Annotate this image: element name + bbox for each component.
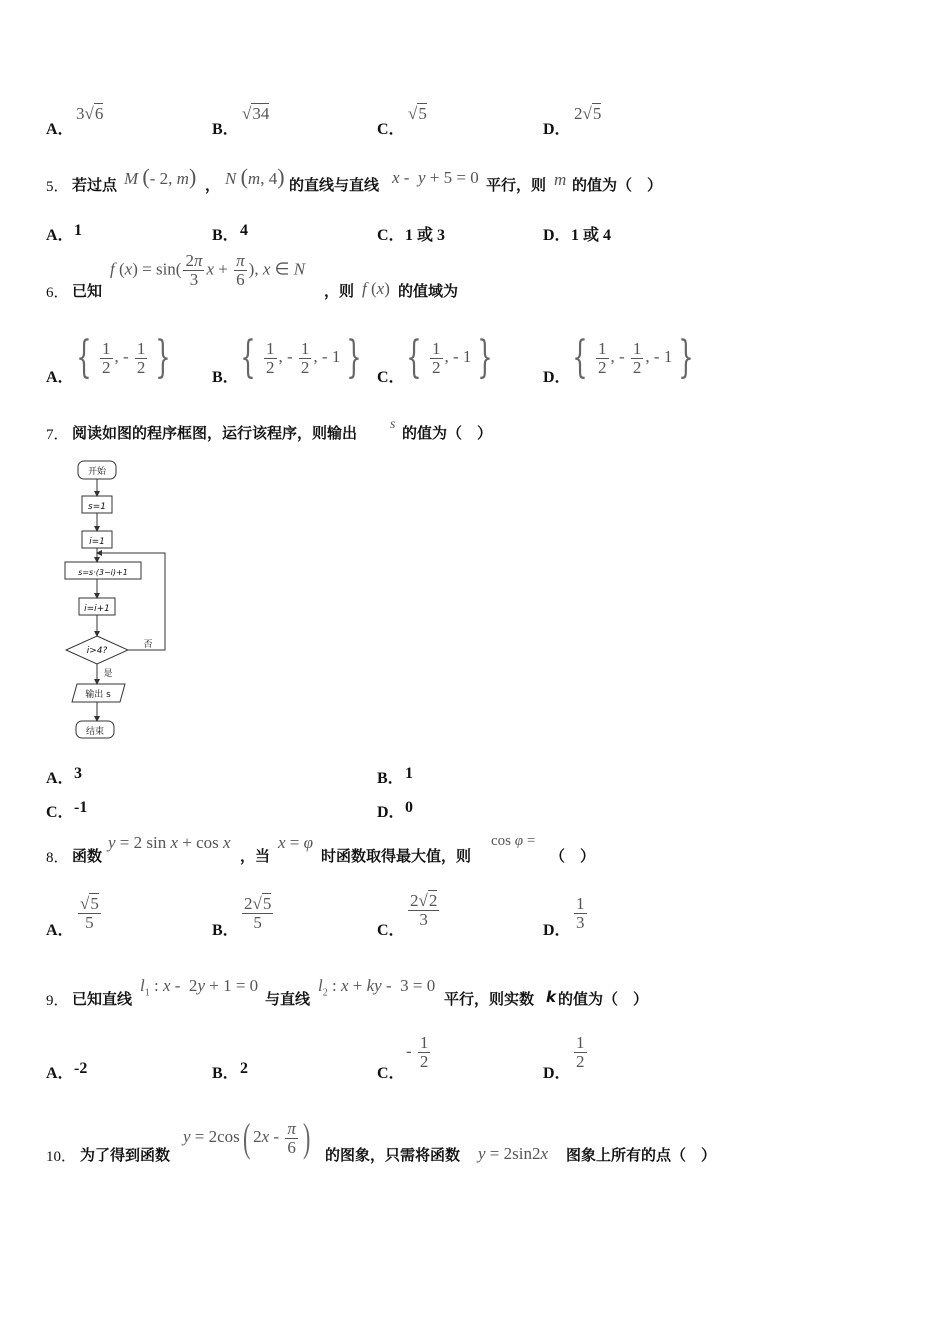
- q8-option-d-value: $\frac{1}{3}$: [576, 894, 585, 932]
- flow-no-label: 否: [143, 640, 153, 650]
- q5-text-2: ，: [205, 176, 221, 194]
- q5-point-n: N (m, 4): [225, 164, 285, 189]
- q6-text-1: 已知: [72, 282, 103, 300]
- q7-option-c-label[interactable]: C．: [46, 804, 74, 821]
- flow-end-text: 结束: [85, 727, 105, 737]
- q6-option-b-value: { $\frac{1}{2}$ , - $\frac{1}{2}$ , - 1 }: [240, 332, 363, 383]
- q9-option-a-label[interactable]: A．: [46, 1065, 74, 1082]
- q9-text-5: 的值为（ ）: [558, 990, 649, 1008]
- q8-option-a-label[interactable]: A．: [46, 922, 74, 939]
- q8-number: 8．: [46, 850, 69, 866]
- q7-var-s: s: [390, 417, 396, 432]
- q8-text-1: 函数: [72, 847, 103, 865]
- q5-text-4: 平行，则: [486, 176, 547, 194]
- q8-option-a-value: $\frac{√5}{5}$: [80, 894, 99, 932]
- q9-var-k: k: [546, 988, 556, 1006]
- q8-option-d-label[interactable]: D．: [543, 922, 571, 939]
- q9-text-2: 与直线: [265, 990, 311, 1008]
- q7-option-d-label[interactable]: D．: [377, 804, 405, 821]
- q10-text-3: 图象上所有的点（ ）: [566, 1146, 717, 1164]
- flow-incr-text: i=i+1: [84, 604, 110, 614]
- q7-text-2: 的值为（ ）: [402, 424, 493, 442]
- q4-option-d-label[interactable]: D．: [543, 121, 571, 138]
- flow-start-text: 开始: [87, 467, 107, 477]
- flow-yes-label: 是: [103, 669, 113, 679]
- q5-option-c-label[interactable]: C．: [377, 227, 405, 244]
- q8-text-2: ，当: [240, 847, 271, 865]
- q6-option-a-label[interactable]: A．: [46, 369, 74, 386]
- q6-text-3: 的值域为: [398, 282, 459, 300]
- q10-text-2: 的图象，只需将函数: [325, 1146, 461, 1164]
- q7-option-a-value: 3: [74, 765, 82, 782]
- q6-option-c-label[interactable]: C．: [377, 369, 405, 386]
- q8-option-c-label[interactable]: C．: [377, 922, 405, 939]
- q7-flowchart: [60, 455, 190, 745]
- q9-option-a-value: -2: [74, 1060, 88, 1077]
- q6-function-definition: f (x) = sin( $\frac{2\pi}{3}$ x + $\frac{\pi}{6}$ ), x ∈ N: [110, 251, 306, 289]
- q7-option-a-label[interactable]: A．: [46, 770, 74, 787]
- q8-cos-phi: cos φ =: [491, 833, 536, 849]
- q10-text-1: 为了得到函数: [80, 1146, 171, 1164]
- q4-option-b-label[interactable]: B．: [212, 121, 239, 138]
- q8-text-4: （ ）: [550, 847, 596, 865]
- q9-number: 9．: [46, 993, 69, 1009]
- q5-option-d-label[interactable]: D．: [543, 227, 571, 244]
- q6-text-2: ，则: [324, 282, 355, 300]
- q8-option-c-value: $\frac{2√2}{3}$: [410, 891, 438, 929]
- q7-option-c-value: -1: [74, 799, 88, 816]
- q8-function: y = 2 sin x + cos x: [108, 833, 231, 852]
- q10-target-function: y = 2cos( 2x - $\frac{\pi}{6}$ ): [183, 1115, 311, 1160]
- q8-option-b-value: $\frac{2√5}{5}$: [244, 894, 272, 932]
- q4-option-a-value: 3√6: [76, 104, 104, 123]
- q4-option-d-value: 2√5: [574, 104, 602, 123]
- q9-option-c-value: - $\frac{1}{2}$: [406, 1033, 429, 1071]
- q5-text-1: 若过点: [72, 176, 118, 194]
- q5-var-m: m: [554, 170, 567, 189]
- q6-option-a-value: { $\frac{1}{2}$ , - $\frac{1}{2}$ }: [76, 332, 172, 383]
- q9-option-d-value: $\frac{1}{2}$: [576, 1033, 585, 1071]
- q5-option-a-label[interactable]: A．: [46, 227, 74, 244]
- q6-option-b-label[interactable]: B．: [212, 369, 239, 386]
- q8-option-b-label[interactable]: B．: [212, 922, 239, 939]
- q9-option-c-label[interactable]: C．: [377, 1065, 405, 1082]
- q6-number: 6．: [46, 285, 69, 301]
- q10-number: 10．: [46, 1149, 77, 1165]
- flow-output-text: 输出 s: [85, 690, 111, 700]
- q5-option-d-value: 1 或 4: [571, 227, 612, 244]
- flow-i-init-text: i=1: [89, 537, 105, 547]
- q9-text-3: 平行，则实数: [444, 990, 535, 1008]
- q7-option-b-value: 1: [405, 765, 413, 782]
- q9-option-b-value: 2: [240, 1060, 248, 1077]
- q5-text-3: 的直线与直线: [289, 176, 380, 194]
- flow-update-text: s=s·(3−i)+1: [78, 568, 128, 577]
- q5-number: 5．: [46, 179, 69, 195]
- q10-source-function: y = 2sin2x: [478, 1144, 549, 1163]
- q9-option-b-label[interactable]: B．: [212, 1065, 239, 1082]
- q7-option-d-value: 0: [405, 799, 413, 816]
- q6-option-d-label[interactable]: D．: [543, 369, 571, 386]
- q4-option-b-value: √34: [242, 104, 270, 123]
- q4-option-c-value: √5: [408, 104, 427, 123]
- q5-line-equation: x - y + 5 = 0: [392, 168, 479, 187]
- q5-option-b-label[interactable]: B．: [212, 227, 239, 244]
- q5-option-c-value: 1 或 3: [405, 227, 446, 244]
- flow-s-init-text: s=1: [88, 502, 106, 512]
- flow-condition-text: i>4?: [86, 646, 108, 656]
- q4-option-c-label[interactable]: C．: [377, 121, 405, 138]
- q9-text-1: 已知直线: [72, 990, 133, 1008]
- q9-option-d-label[interactable]: D．: [543, 1065, 571, 1082]
- q4-option-a-label[interactable]: A．: [46, 121, 74, 138]
- q6-option-d-value: { $\frac{1}{2}$ , - $\frac{1}{2}$ , - 1 }: [572, 332, 695, 383]
- q7-number: 7．: [46, 427, 69, 443]
- q7-option-b-label[interactable]: B．: [377, 770, 404, 787]
- q5-text-5: 的值为（ ）: [572, 176, 663, 194]
- q7-text-1: 阅读如图的程序框图，运行该程序，则输出: [72, 424, 358, 442]
- q5-option-a-value: 1: [74, 222, 82, 239]
- q5-option-b-value: 4: [240, 222, 248, 239]
- q9-line-l1: $l_1$ : x - 2y + 1 = 0: [140, 976, 259, 999]
- q5-point-m: M (- 2, m): [124, 164, 197, 189]
- q6-option-c-value: { $\frac{1}{2}$ , - 1 }: [406, 332, 494, 383]
- q9-line-l2: $l_2$ : x + ky - 3 = 0: [318, 976, 436, 999]
- q6-function-f: f (x): [362, 279, 390, 298]
- q8-x-phi: x = φ: [278, 833, 314, 852]
- q8-text-3: 时函数取得最大值，则: [321, 847, 472, 865]
